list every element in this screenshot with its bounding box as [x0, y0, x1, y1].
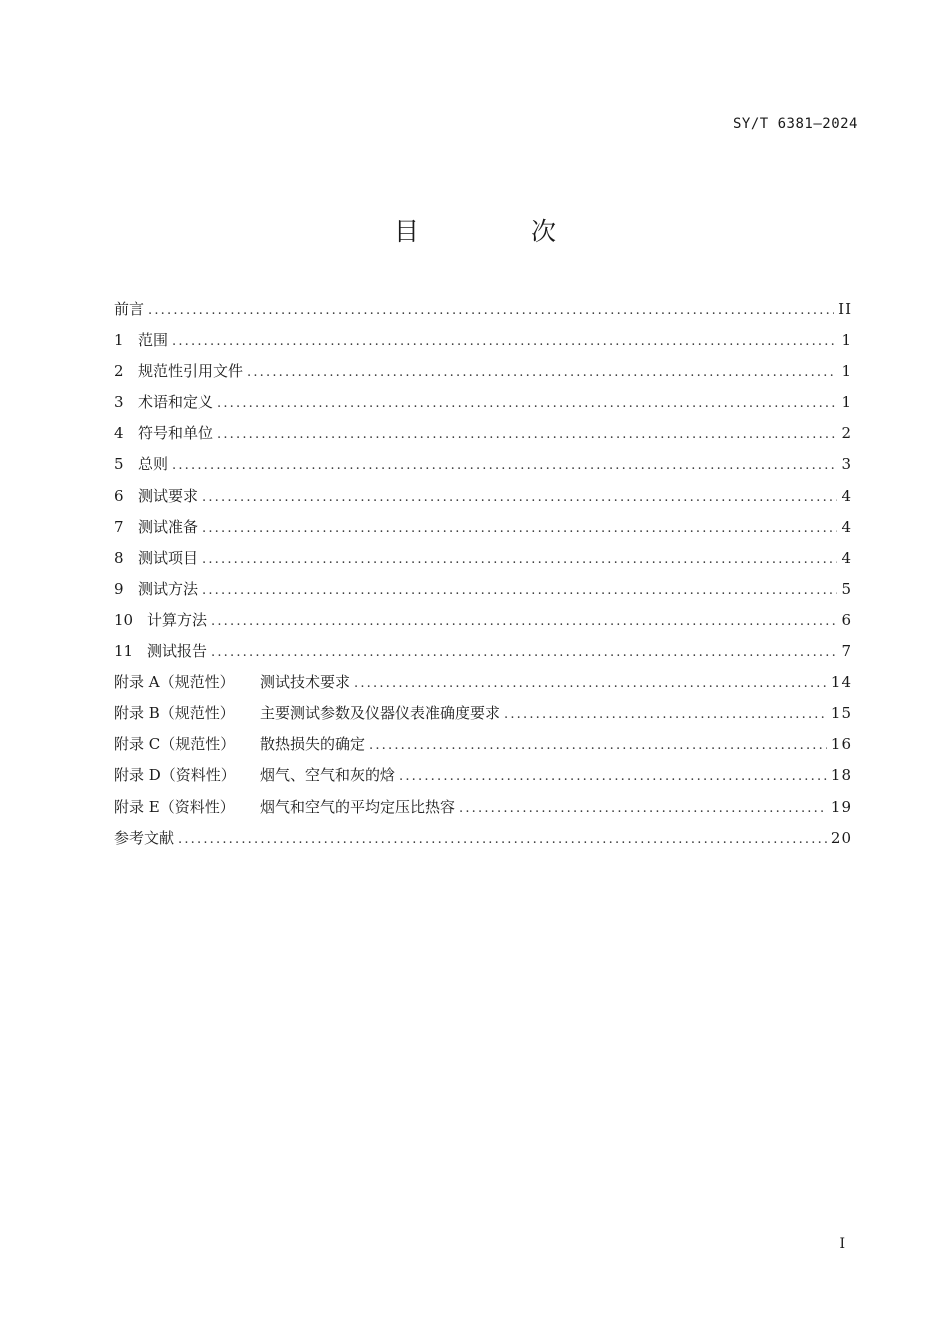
- toc-number: 9: [114, 579, 124, 598]
- appendix-number: 附录 D（资料性）: [114, 766, 236, 785]
- toc-label: 测试准备: [138, 517, 199, 536]
- toc-number: 10: [114, 610, 134, 629]
- toc-label: 范围: [138, 331, 169, 350]
- toc-number: 6: [114, 486, 124, 505]
- toc-page: 15: [830, 704, 852, 723]
- toc-entry[interactable]: [114, 702, 852, 733]
- toc-page: 6: [841, 610, 852, 629]
- toc-label: 测试技术要求: [260, 673, 351, 692]
- toc-page: 1: [841, 362, 852, 381]
- table-of-contents: [114, 298, 852, 858]
- toc-label: 测试项目: [138, 548, 199, 567]
- toc-entry[interactable]: [114, 609, 852, 640]
- toc-entry[interactable]: [114, 827, 852, 858]
- toc-page: 4: [841, 486, 852, 505]
- page-number: I: [839, 1236, 845, 1252]
- dot-leader: [172, 334, 837, 349]
- dot-leader: [148, 303, 834, 318]
- toc-page: 4: [841, 517, 852, 536]
- toc-number: 2: [114, 362, 124, 381]
- toc-entry[interactable]: [114, 360, 852, 391]
- toc-label: 计算方法: [147, 610, 208, 629]
- toc-number: 11: [114, 642, 134, 661]
- dot-leader: [211, 645, 837, 660]
- toc-number: 3: [114, 393, 124, 412]
- toc-entry[interactable]: [114, 453, 852, 484]
- toc-number: 1: [114, 331, 124, 350]
- standard-code: SY/T 6381—2024: [732, 116, 858, 132]
- toc-entry[interactable]: [114, 671, 852, 702]
- page-title: 目 次: [394, 217, 608, 246]
- toc-page: II: [838, 300, 852, 318]
- toc-page: 3: [841, 455, 852, 474]
- toc-number: 7: [114, 517, 124, 536]
- appendix-number: 附录 E（资料性）: [114, 797, 235, 816]
- toc-entry[interactable]: [114, 329, 852, 360]
- toc-label: 术语和定义: [138, 393, 214, 412]
- toc-entry[interactable]: [114, 298, 852, 329]
- toc-page: 14: [830, 673, 852, 692]
- toc-page: 16: [830, 735, 852, 754]
- toc-label: 测试要求: [138, 486, 199, 505]
- toc-entry[interactable]: [114, 547, 852, 578]
- toc-label: 规范性引用文件: [138, 362, 244, 381]
- dot-leader: [459, 801, 827, 816]
- toc-label: 烟气、空气和灰的焓: [260, 766, 396, 785]
- toc-label: 符号和单位: [138, 424, 214, 443]
- toc-label: 参考文献: [114, 828, 175, 847]
- toc-number: 4: [114, 424, 124, 443]
- dot-leader: [504, 707, 827, 722]
- dot-leader: [202, 583, 837, 598]
- toc-page: 2: [841, 424, 852, 443]
- toc-entry[interactable]: [114, 516, 852, 547]
- dot-leader: [172, 458, 837, 473]
- toc-page: 18: [830, 766, 852, 785]
- appendix-number: 附录 B（规范性）: [114, 704, 235, 723]
- toc-entry[interactable]: [114, 796, 852, 827]
- dot-leader: [217, 396, 837, 411]
- toc-entry[interactable]: [114, 764, 852, 795]
- toc-page: 1: [841, 393, 852, 412]
- toc-entry[interactable]: [114, 733, 852, 764]
- toc-label: 前言: [114, 300, 145, 318]
- toc-entry[interactable]: [114, 422, 852, 453]
- appendix-number: 附录 C（规范性）: [114, 735, 236, 754]
- toc-entry[interactable]: [114, 485, 852, 516]
- toc-page: 7: [841, 642, 852, 661]
- toc-entry[interactable]: [114, 578, 852, 609]
- dot-leader: [202, 490, 837, 505]
- dot-leader: [217, 427, 837, 442]
- toc-label: 总则: [138, 455, 169, 474]
- toc-entry[interactable]: [114, 640, 852, 671]
- toc-label: 散热损失的确定: [260, 735, 366, 754]
- dot-leader: [211, 614, 837, 629]
- toc-label: 测试报告: [147, 642, 208, 661]
- toc-page: 20: [830, 828, 852, 847]
- dot-leader: [178, 832, 827, 847]
- toc-label: 测试方法: [138, 579, 199, 598]
- toc-entry[interactable]: [114, 391, 852, 422]
- dot-leader: [202, 521, 837, 536]
- toc-number: 5: [114, 455, 124, 474]
- toc-page: 5: [841, 579, 852, 598]
- toc-label: 烟气和空气的平均定压比热容: [260, 797, 456, 816]
- toc-number: 8: [114, 548, 124, 567]
- dot-leader: [354, 676, 827, 691]
- appendix-number: 附录 A（规范性）: [114, 673, 235, 692]
- dot-leader: [202, 552, 837, 567]
- dot-leader: [369, 738, 827, 753]
- toc-label: 主要测试参数及仪器仪表准确度要求: [260, 704, 501, 723]
- toc-page: 1: [841, 331, 852, 350]
- toc-page: 19: [830, 797, 852, 816]
- dot-leader: [399, 769, 827, 784]
- toc-page: 4: [841, 548, 852, 567]
- dot-leader: [247, 365, 837, 380]
